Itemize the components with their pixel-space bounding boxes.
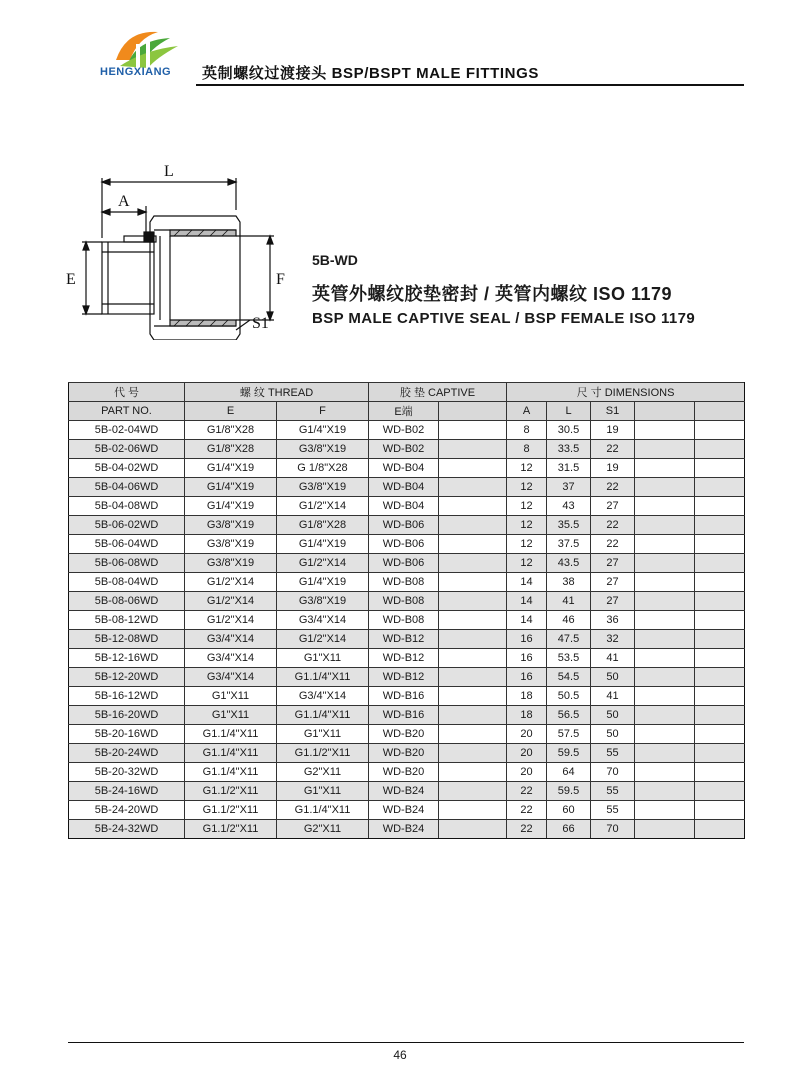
cell-dim-s1: 22 <box>591 535 635 554</box>
cell-dim-a: 18 <box>507 687 547 706</box>
cell-captive: WD-B24 <box>369 801 439 820</box>
cell-blank <box>695 725 745 744</box>
cell-thread-f: G1/4"X19 <box>277 573 369 592</box>
cell-thread-e: G1/8"X28 <box>185 421 277 440</box>
cell-thread-e: G1/2"X14 <box>185 573 277 592</box>
cell-thread-f: G3/8"X19 <box>277 478 369 497</box>
cell-dim-l: 35.5 <box>547 516 591 535</box>
cell-part-no: 5B-12-08WD <box>69 630 185 649</box>
cell-part-no: 5B-08-12WD <box>69 611 185 630</box>
cell-blank <box>635 592 695 611</box>
cell-blank <box>439 668 507 687</box>
cell-thread-f: G1"X11 <box>277 649 369 668</box>
product-title-cn: 英管外螺纹胶垫密封 / 英管内螺纹 ISO 1179 <box>312 284 673 304</box>
col-header-blank-2 <box>635 402 695 421</box>
product-title-en: BSP MALE CAPTIVE SEAL / BSP FEMALE ISO 1179 <box>312 310 696 327</box>
cell-thread-f: G1.1/4"X11 <box>277 668 369 687</box>
cell-part-no: 5B-06-08WD <box>69 554 185 573</box>
cell-dim-s1: 55 <box>591 782 635 801</box>
table-row <box>69 782 745 801</box>
footer-divider <box>68 1042 744 1043</box>
cell-part-no: 5B-24-32WD <box>69 820 185 839</box>
cell-thread-f: G3/4"X14 <box>277 611 369 630</box>
col-header-l: L <box>547 402 591 421</box>
spec-table-body <box>69 421 745 839</box>
cell-thread-e: G1/8"X28 <box>185 440 277 459</box>
cell-blank <box>635 516 695 535</box>
cell-blank <box>439 592 507 611</box>
table-row <box>69 611 745 630</box>
cell-captive: WD-B20 <box>369 744 439 763</box>
cell-dim-l: 37.5 <box>547 535 591 554</box>
table-row <box>69 668 745 687</box>
cell-blank <box>695 421 745 440</box>
cell-dim-s1: 50 <box>591 668 635 687</box>
table-row <box>69 478 745 497</box>
cell-blank <box>635 801 695 820</box>
cell-blank <box>635 611 695 630</box>
cell-captive: WD-B02 <box>369 440 439 459</box>
cell-thread-e: G1/2"X14 <box>185 592 277 611</box>
cell-dim-a: 12 <box>507 497 547 516</box>
cell-dim-s1: 55 <box>591 801 635 820</box>
cell-dim-a: 14 <box>507 611 547 630</box>
cell-thread-f: G1/8"X28 <box>277 516 369 535</box>
cell-part-no: 5B-08-06WD <box>69 592 185 611</box>
cell-thread-f: G3/4"X14 <box>277 687 369 706</box>
cell-dim-l: 43 <box>547 497 591 516</box>
cell-part-no: 5B-20-32WD <box>69 763 185 782</box>
cell-part-no: 5B-12-20WD <box>69 668 185 687</box>
cell-dim-s1: 19 <box>591 421 635 440</box>
cell-dim-s1: 27 <box>591 497 635 516</box>
cell-dim-a: 8 <box>507 421 547 440</box>
cell-blank <box>439 459 507 478</box>
cell-captive: WD-B06 <box>369 516 439 535</box>
cell-dim-s1: 70 <box>591 820 635 839</box>
cell-part-no: 5B-02-06WD <box>69 440 185 459</box>
cell-part-no: 5B-24-20WD <box>69 801 185 820</box>
cell-blank <box>439 611 507 630</box>
cell-dim-a: 20 <box>507 725 547 744</box>
cell-captive: WD-B04 <box>369 459 439 478</box>
label-l: L <box>164 163 174 180</box>
cell-blank <box>635 744 695 763</box>
cell-dim-l: 59.5 <box>547 782 591 801</box>
page-header <box>0 0 800 90</box>
cell-blank <box>695 820 745 839</box>
col-header-thread: 螺 纹 THREAD <box>185 383 369 402</box>
table-row <box>69 516 745 535</box>
cell-captive: WD-B16 <box>369 706 439 725</box>
cell-blank <box>695 706 745 725</box>
cell-thread-e: G1.1/2"X11 <box>185 801 277 820</box>
cell-dim-a: 14 <box>507 592 547 611</box>
cell-thread-f: G3/8"X19 <box>277 592 369 611</box>
table-header-row <box>69 383 745 402</box>
cell-blank <box>439 706 507 725</box>
table-row <box>69 763 745 782</box>
cell-blank <box>439 801 507 820</box>
cell-blank <box>439 763 507 782</box>
cell-captive: WD-B08 <box>369 611 439 630</box>
cell-part-no: 5B-20-16WD <box>69 725 185 744</box>
cell-captive: WD-B06 <box>369 554 439 573</box>
table-row <box>69 497 745 516</box>
cell-blank <box>695 611 745 630</box>
cell-blank <box>635 554 695 573</box>
cell-blank <box>635 535 695 554</box>
cell-captive: WD-B12 <box>369 649 439 668</box>
cell-dim-s1: 27 <box>591 592 635 611</box>
cell-blank <box>635 630 695 649</box>
cell-blank <box>439 782 507 801</box>
cell-blank <box>695 630 745 649</box>
cell-blank <box>635 649 695 668</box>
label-e: E <box>66 271 76 288</box>
table-row <box>69 630 745 649</box>
cell-dim-s1: 41 <box>591 649 635 668</box>
cell-blank <box>635 478 695 497</box>
cell-part-no: 5B-16-20WD <box>69 706 185 725</box>
cell-dim-a: 8 <box>507 440 547 459</box>
cell-captive: WD-B12 <box>369 630 439 649</box>
cell-blank <box>695 782 745 801</box>
table-row <box>69 744 745 763</box>
cell-blank <box>635 763 695 782</box>
cell-blank <box>635 421 695 440</box>
cell-thread-e: G3/4"X14 <box>185 668 277 687</box>
cell-thread-f: G1/2"X14 <box>277 630 369 649</box>
cell-dim-l: 47.5 <box>547 630 591 649</box>
cell-dim-a: 12 <box>507 535 547 554</box>
cell-blank <box>439 820 507 839</box>
cell-thread-e: G1.1/4"X11 <box>185 744 277 763</box>
cell-blank <box>439 725 507 744</box>
product-model: 5B-WD <box>312 252 358 268</box>
cell-blank <box>695 744 745 763</box>
cell-blank <box>439 744 507 763</box>
cell-thread-f: G1/4"X19 <box>277 535 369 554</box>
label-s1: S1 <box>252 315 269 332</box>
cell-thread-f: G3/8"X19 <box>277 440 369 459</box>
cell-thread-f: G 1/8"X28 <box>277 459 369 478</box>
cell-blank <box>695 649 745 668</box>
cell-captive: WD-B08 <box>369 592 439 611</box>
cell-dim-s1: 27 <box>591 554 635 573</box>
cell-thread-f: G2"X11 <box>277 820 369 839</box>
cell-dim-a: 16 <box>507 649 547 668</box>
cell-captive: WD-B24 <box>369 820 439 839</box>
cell-part-no: 5B-02-04WD <box>69 421 185 440</box>
col-header-part: 代 号 <box>69 383 185 402</box>
cell-dim-s1: 27 <box>591 573 635 592</box>
cell-dim-l: 57.5 <box>547 725 591 744</box>
table-row <box>69 820 745 839</box>
cell-thread-e: G1.1/4"X11 <box>185 763 277 782</box>
cell-blank <box>439 630 507 649</box>
table-row <box>69 592 745 611</box>
cell-blank <box>439 516 507 535</box>
cell-dim-l: 50.5 <box>547 687 591 706</box>
col-header-e: E <box>185 402 277 421</box>
cell-blank <box>695 763 745 782</box>
cell-blank <box>439 440 507 459</box>
cell-captive: WD-B20 <box>369 763 439 782</box>
cell-thread-e: G1/4"X19 <box>185 478 277 497</box>
cell-dim-s1: 50 <box>591 725 635 744</box>
cell-blank <box>439 497 507 516</box>
cell-thread-f: G1"X11 <box>277 782 369 801</box>
cell-thread-e: G3/8"X19 <box>185 535 277 554</box>
cell-dim-a: 16 <box>507 668 547 687</box>
cell-dim-s1: 22 <box>591 440 635 459</box>
cell-thread-f: G1/4"X19 <box>277 421 369 440</box>
cell-dim-a: 18 <box>507 706 547 725</box>
cell-thread-e: G1/2"X14 <box>185 611 277 630</box>
table-row <box>69 725 745 744</box>
cell-blank <box>635 440 695 459</box>
cell-dim-s1: 36 <box>591 611 635 630</box>
cell-dim-l: 59.5 <box>547 744 591 763</box>
cell-thread-f: G1.1/4"X11 <box>277 801 369 820</box>
col-header-f: F <box>277 402 369 421</box>
cell-thread-f: G2"X11 <box>277 763 369 782</box>
page-title: 英制螺纹过渡接头 BSP/BSPT MALE FITTINGS <box>202 65 539 82</box>
cell-thread-e: G1.1/2"X11 <box>185 782 277 801</box>
cell-thread-e: G1/4"X19 <box>185 459 277 478</box>
cell-dim-a: 22 <box>507 801 547 820</box>
cell-captive: WD-B16 <box>369 687 439 706</box>
col-header-blank-1 <box>439 402 507 421</box>
cell-thread-e: G1"X11 <box>185 706 277 725</box>
cell-dim-l: 43.5 <box>547 554 591 573</box>
cell-blank <box>695 478 745 497</box>
col-header-blank-3 <box>695 402 745 421</box>
cell-blank <box>439 535 507 554</box>
cell-blank <box>635 725 695 744</box>
cell-blank <box>635 668 695 687</box>
cell-captive: WD-B06 <box>369 535 439 554</box>
cell-dim-s1: 22 <box>591 516 635 535</box>
cell-dim-l: 56.5 <box>547 706 591 725</box>
cell-blank <box>695 801 745 820</box>
hengxiang-logo-icon <box>98 20 188 90</box>
col-header-captive: 胶 垫 CAPTIVE <box>369 383 507 402</box>
spec-table <box>68 382 745 839</box>
cell-part-no: 5B-04-02WD <box>69 459 185 478</box>
cell-dim-s1: 32 <box>591 630 635 649</box>
cell-dim-a: 22 <box>507 820 547 839</box>
cell-dim-a: 20 <box>507 763 547 782</box>
cell-blank <box>439 478 507 497</box>
cell-thread-e: G1/4"X19 <box>185 497 277 516</box>
cell-blank <box>439 649 507 668</box>
cell-dim-a: 12 <box>507 516 547 535</box>
table-row <box>69 801 745 820</box>
cell-captive: WD-B04 <box>369 478 439 497</box>
label-f: F <box>276 271 285 288</box>
cell-part-no: 5B-12-16WD <box>69 649 185 668</box>
table-row <box>69 440 745 459</box>
cell-thread-f: G1.1/2"X11 <box>277 744 369 763</box>
col-header-part-no: PART NO. <box>69 402 185 421</box>
cell-captive: WD-B12 <box>369 668 439 687</box>
cell-captive: WD-B20 <box>369 725 439 744</box>
table-subheader-row <box>69 402 745 421</box>
cell-blank <box>635 459 695 478</box>
table-row <box>69 573 745 592</box>
cell-thread-e: G3/4"X14 <box>185 630 277 649</box>
cell-thread-f: G1"X11 <box>277 725 369 744</box>
cell-dim-a: 14 <box>507 573 547 592</box>
cell-dim-s1: 50 <box>591 706 635 725</box>
cell-blank <box>439 573 507 592</box>
table-row <box>69 554 745 573</box>
cell-captive: WD-B04 <box>369 497 439 516</box>
cell-dim-l: 60 <box>547 801 591 820</box>
cell-part-no: 5B-20-24WD <box>69 744 185 763</box>
cell-captive: WD-B02 <box>369 421 439 440</box>
cell-dim-l: 33.5 <box>547 440 591 459</box>
cell-thread-f: G1.1/4"X11 <box>277 706 369 725</box>
col-header-dimensions: 尺 寸 DIMENSIONS <box>507 383 745 402</box>
cell-dim-a: 16 <box>507 630 547 649</box>
cell-blank <box>635 687 695 706</box>
cell-blank <box>439 687 507 706</box>
cell-dim-a: 12 <box>507 554 547 573</box>
cell-blank <box>695 573 745 592</box>
table-row <box>69 706 745 725</box>
fitting-technical-drawing <box>60 160 300 340</box>
cell-blank <box>695 459 745 478</box>
cell-blank <box>635 782 695 801</box>
cell-dim-a: 20 <box>507 744 547 763</box>
cell-dim-s1: 70 <box>591 763 635 782</box>
cell-part-no: 5B-04-08WD <box>69 497 185 516</box>
page-number: 46 <box>393 1048 407 1062</box>
cell-dim-l: 66 <box>547 820 591 839</box>
cell-thread-f: G1/2"X14 <box>277 554 369 573</box>
col-header-s1: S1 <box>591 402 635 421</box>
cell-thread-f: G1/2"X14 <box>277 497 369 516</box>
cell-blank <box>695 440 745 459</box>
cell-dim-l: 31.5 <box>547 459 591 478</box>
logo-text: HENGXIANG <box>100 66 172 78</box>
cell-part-no: 5B-04-06WD <box>69 478 185 497</box>
cell-dim-s1: 55 <box>591 744 635 763</box>
table-row <box>69 421 745 440</box>
label-a: A <box>118 193 130 210</box>
cell-blank <box>695 592 745 611</box>
cell-thread-e: G1.1/4"X11 <box>185 725 277 744</box>
cell-blank <box>635 820 695 839</box>
cell-blank <box>695 535 745 554</box>
cell-dim-l: 64 <box>547 763 591 782</box>
cell-dim-l: 46 <box>547 611 591 630</box>
cell-part-no: 5B-16-12WD <box>69 687 185 706</box>
cell-blank <box>695 668 745 687</box>
table-row <box>69 687 745 706</box>
cell-part-no: 5B-06-02WD <box>69 516 185 535</box>
cell-dim-s1: 41 <box>591 687 635 706</box>
cell-blank <box>695 516 745 535</box>
cell-dim-l: 30.5 <box>547 421 591 440</box>
cell-blank <box>695 497 745 516</box>
cell-thread-e: G1.1/2"X11 <box>185 820 277 839</box>
cell-part-no: 5B-24-16WD <box>69 782 185 801</box>
cell-captive: WD-B24 <box>369 782 439 801</box>
cell-thread-e: G3/8"X19 <box>185 554 277 573</box>
cell-blank <box>439 421 507 440</box>
cell-part-no: 5B-06-04WD <box>69 535 185 554</box>
cell-blank <box>635 497 695 516</box>
cell-blank <box>439 554 507 573</box>
cell-dim-a: 22 <box>507 782 547 801</box>
cell-dim-l: 53.5 <box>547 649 591 668</box>
table-row <box>69 459 745 478</box>
cell-part-no: 5B-08-04WD <box>69 573 185 592</box>
table-row <box>69 535 745 554</box>
cell-blank <box>695 554 745 573</box>
table-row <box>69 649 745 668</box>
cell-dim-s1: 19 <box>591 459 635 478</box>
header-divider <box>196 84 744 86</box>
cell-blank <box>695 687 745 706</box>
cell-dim-l: 37 <box>547 478 591 497</box>
col-header-e-end: E端 <box>369 402 439 421</box>
cell-dim-s1: 22 <box>591 478 635 497</box>
cell-thread-e: G1"X11 <box>185 687 277 706</box>
cell-dim-a: 12 <box>507 478 547 497</box>
cell-blank <box>635 573 695 592</box>
cell-captive: WD-B08 <box>369 573 439 592</box>
cell-blank <box>635 706 695 725</box>
col-header-a: A <box>507 402 547 421</box>
cell-dim-l: 54.5 <box>547 668 591 687</box>
cell-dim-l: 38 <box>547 573 591 592</box>
cell-dim-a: 12 <box>507 459 547 478</box>
cell-dim-l: 41 <box>547 592 591 611</box>
cell-thread-e: G3/4"X14 <box>185 649 277 668</box>
cell-thread-e: G3/8"X19 <box>185 516 277 535</box>
